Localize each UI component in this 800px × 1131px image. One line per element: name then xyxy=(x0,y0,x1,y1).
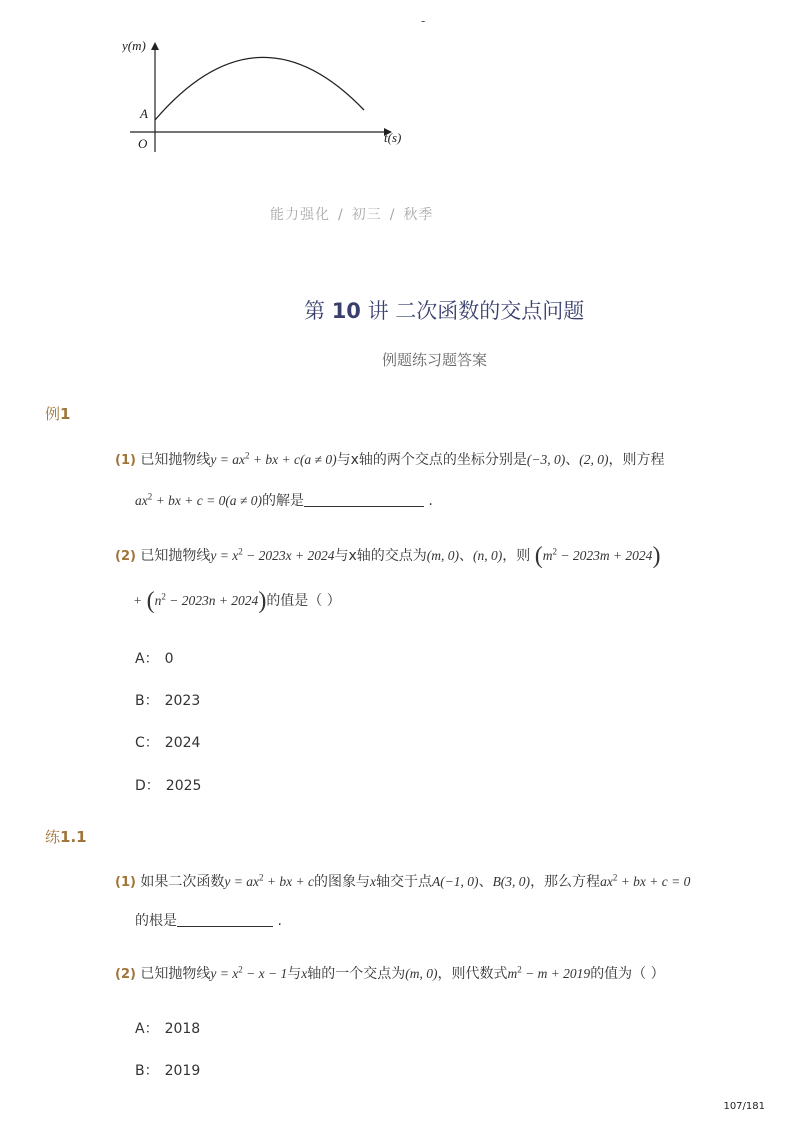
example-1-question-1-line-1 xyxy=(115,449,665,469)
math-expression: $y = ax^2$ + bx + c(a ≠ 0) xyxy=(210,450,337,467)
example-1-question-1-line-2 xyxy=(135,490,433,510)
y-axis-arrow xyxy=(151,42,159,50)
math-expression: (m, 0) xyxy=(426,548,459,563)
math-expression: $m^2 - m + 2019$ xyxy=(507,964,591,981)
option-value: 2024 xyxy=(164,735,201,751)
question-text: 的解是 xyxy=(261,493,304,509)
option-c[interactable] xyxy=(135,732,200,752)
option-b[interactable] xyxy=(135,690,200,710)
practice-label-number: 1.1 xyxy=(60,828,87,846)
practice-1-question-1-line-1 xyxy=(115,871,690,891)
option-value: 0 xyxy=(164,651,174,667)
math-expression: B(3, 0) xyxy=(492,874,531,889)
lecture-title xyxy=(304,295,584,325)
breadcrumb-item: 能力强化 xyxy=(270,207,330,223)
breadcrumb-separator: / xyxy=(338,207,344,223)
math-expression: (m, 0) xyxy=(405,966,438,981)
option-d[interactable] xyxy=(135,775,201,795)
question-number: (1) xyxy=(115,875,136,890)
question-text: 、 xyxy=(459,548,473,564)
question-text: 与 xyxy=(287,966,302,982)
trajectory-graph xyxy=(122,30,412,155)
practice-1-1-label xyxy=(45,826,87,847)
question-text: 的值是（ ） xyxy=(266,593,341,609)
parabola-curve xyxy=(155,57,364,120)
answer-blank[interactable] xyxy=(177,914,273,927)
question-number: (1) xyxy=(115,453,136,468)
question-text: ，则 xyxy=(502,548,531,564)
question-text: 与x轴的交点为 xyxy=(334,548,427,564)
option-letter: B： xyxy=(135,693,159,709)
question-text: 、 xyxy=(478,874,493,890)
practice-1-question-2 xyxy=(115,963,665,983)
option-b[interactable] xyxy=(135,1060,200,1080)
option-letter: D： xyxy=(135,778,160,794)
math-expression: $y = ax^2$ + bx + c xyxy=(224,872,314,889)
math-expression: $y = x^2 - x - 1$ xyxy=(210,964,288,981)
origin-label: O xyxy=(138,136,148,151)
example-label-number: 1 xyxy=(60,405,71,423)
page-subtitle: 例题练习题答案 xyxy=(382,351,488,369)
question-text: ，则方程 xyxy=(608,452,665,468)
option-a[interactable] xyxy=(135,1018,200,1038)
question-number: (2) xyxy=(115,549,136,564)
example-1-label xyxy=(45,403,70,424)
math-expression: (−3, 0) xyxy=(526,452,566,467)
lecture-prefix: 第 xyxy=(304,299,325,323)
math-expression: x xyxy=(369,874,376,889)
option-value: 2025 xyxy=(165,778,202,794)
question-text: 如果二次函数 xyxy=(140,874,225,890)
y-axis-label: y(m) xyxy=(122,38,146,53)
question-text: ，则代数式 xyxy=(437,966,508,982)
example-1-question-2-line-1 xyxy=(115,543,660,570)
question-text: 已知抛物线 xyxy=(140,966,211,982)
math-expression: + xyxy=(133,593,143,608)
breadcrumb xyxy=(270,204,433,224)
breadcrumb-item: 秋季 xyxy=(403,207,434,223)
option-letter: A： xyxy=(135,651,159,667)
math-expression: $ax^2$ + bx + c = 0(a ≠ 0) xyxy=(135,491,262,508)
breadcrumb-separator: / xyxy=(389,207,396,223)
question-text: 已知抛物线 xyxy=(140,548,211,564)
math-expression: (n, 0) xyxy=(473,548,503,563)
breadcrumb-item: 初三 xyxy=(351,207,382,223)
lecture-number: 10 xyxy=(331,299,361,323)
point-a-label: A xyxy=(140,106,148,121)
page-number: 107/181 xyxy=(723,1101,765,1112)
option-value: 2019 xyxy=(164,1063,201,1079)
option-letter: C： xyxy=(135,735,159,751)
question-text: 的根是 xyxy=(135,913,177,929)
question-text: 的值为（ ） xyxy=(590,966,665,982)
question-text: 的图象与 xyxy=(313,874,370,890)
question-text: 已知抛物线 xyxy=(140,452,211,468)
practice-1-question-1-line-2 xyxy=(135,910,282,930)
question-number: (2) xyxy=(115,967,136,982)
question-text: 轴的一个交点为 xyxy=(307,966,406,982)
option-value: 2023 xyxy=(164,693,201,709)
example-label-prefix: 例 xyxy=(45,405,61,423)
question-text: . xyxy=(277,913,282,929)
question-text: 、 xyxy=(565,452,580,468)
math-expression: A(−1, 0) xyxy=(431,874,479,889)
lecture-suffix: 讲 二次函数的交点问题 xyxy=(367,299,585,323)
option-a[interactable] xyxy=(135,648,174,668)
math-expression: $(m^2 - 2023m + 2024)$ xyxy=(534,543,661,569)
question-text: 与x轴的两个交点的坐标分别是 xyxy=(336,452,527,468)
question-text: ，那么方程 xyxy=(530,874,601,890)
question-text: 轴交于点 xyxy=(375,874,432,890)
math-expression: x xyxy=(301,966,308,981)
top-mark: - xyxy=(421,14,426,28)
math-expression: $y = x^2 - 2023x + 2024$ xyxy=(210,546,335,563)
example-1-question-2-line-2 xyxy=(133,588,341,615)
x-axis-label: t(s) xyxy=(384,130,402,145)
practice-label-prefix: 练 xyxy=(45,828,61,846)
question-text: . xyxy=(428,493,433,509)
math-expression: (2, 0) xyxy=(579,452,609,467)
option-value: 2018 xyxy=(164,1021,201,1037)
answer-blank[interactable] xyxy=(304,494,424,507)
math-expression: $(n^2 - 2023n + 2024)$ xyxy=(146,588,267,614)
option-letter: B： xyxy=(135,1063,159,1079)
option-letter: A： xyxy=(135,1021,159,1037)
math-expression: $ax^2$ + bx + c = 0 xyxy=(600,872,691,889)
